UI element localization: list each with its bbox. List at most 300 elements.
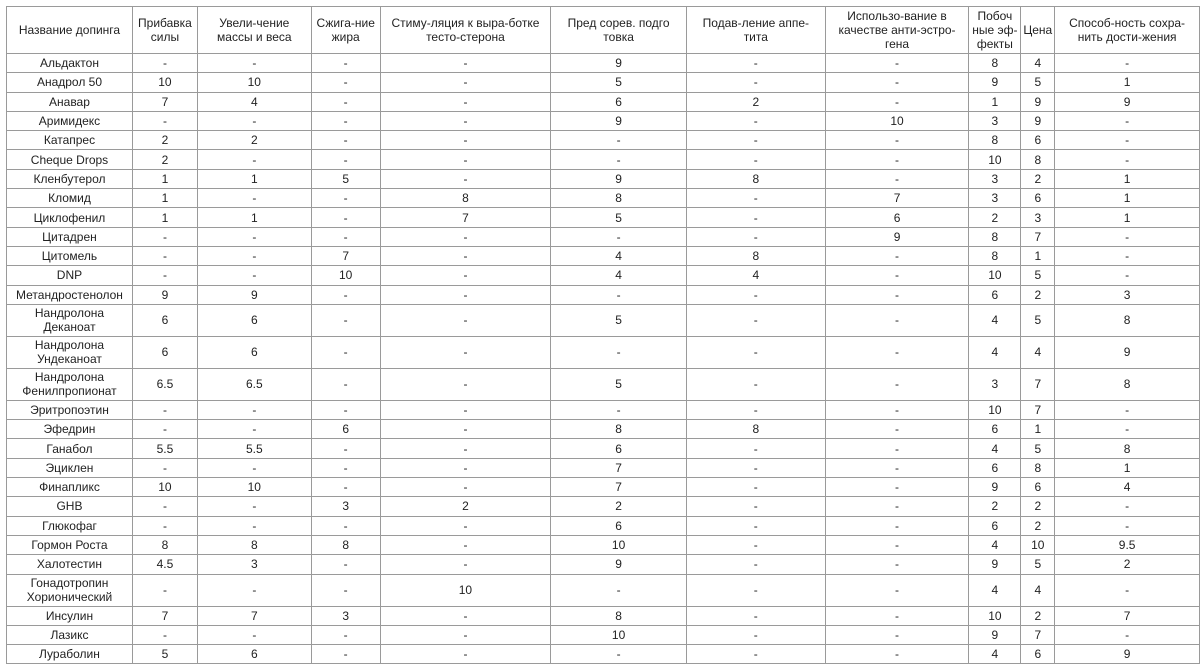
- drug-name-cell: Катапрес: [7, 131, 133, 150]
- table-cell: -: [825, 516, 969, 535]
- table-cell: 9: [551, 111, 687, 130]
- table-cell: -: [380, 478, 551, 497]
- drug-name-cell: Финапликс: [7, 478, 133, 497]
- table-cell: 7: [1021, 227, 1055, 246]
- table-cell: -: [311, 150, 380, 169]
- table-cell: 3: [969, 111, 1021, 130]
- table-cell: -: [380, 625, 551, 644]
- table-cell: -: [686, 208, 825, 227]
- table-cell: -: [825, 304, 969, 336]
- table-cell: 6: [197, 645, 311, 664]
- drug-name-cell: Цитадрен: [7, 227, 133, 246]
- table-cell: 8: [1021, 458, 1055, 477]
- table-cell: 7: [1021, 625, 1055, 644]
- table-cell: -: [311, 574, 380, 606]
- table-cell: -: [311, 625, 380, 644]
- table-cell: 2: [197, 131, 311, 150]
- table-cell: 10: [551, 625, 687, 644]
- table-cell: -: [686, 439, 825, 458]
- table-row: [7, 92, 1200, 111]
- table-cell: -: [1055, 246, 1200, 265]
- table-cell: 10: [197, 73, 311, 92]
- table-cell: 4: [551, 266, 687, 285]
- table-cell: 4: [1021, 574, 1055, 606]
- table-cell: 6: [197, 336, 311, 368]
- table-cell: -: [686, 574, 825, 606]
- drug-name-cell: Лураболин: [7, 645, 133, 664]
- table-cell: -: [686, 535, 825, 554]
- table-cell: -: [311, 439, 380, 458]
- table-cell: 8: [551, 189, 687, 208]
- table-cell: 1: [1021, 420, 1055, 439]
- table-cell: -: [686, 111, 825, 130]
- table-cell: 9: [551, 54, 687, 73]
- table-cell: -: [197, 111, 311, 130]
- table-cell: -: [380, 336, 551, 368]
- table-cell: -: [311, 555, 380, 574]
- table-cell: 7: [311, 246, 380, 265]
- table-cell: 2: [551, 497, 687, 516]
- table-cell: 2: [1055, 555, 1200, 574]
- table-row: [7, 478, 1200, 497]
- column-header: Стиму-ляция к выра-ботке тесто-стерона: [380, 7, 551, 54]
- column-header: Сжига-ние жира: [311, 7, 380, 54]
- table-cell: -: [825, 336, 969, 368]
- table-row: [7, 131, 1200, 150]
- table-cell: 6: [1021, 478, 1055, 497]
- table-cell: -: [825, 368, 969, 400]
- table-cell: 1: [1055, 169, 1200, 188]
- table-cell: -: [825, 555, 969, 574]
- table-cell: 7: [197, 606, 311, 625]
- table-cell: -: [132, 420, 197, 439]
- table-cell: -: [825, 439, 969, 458]
- table-cell: -: [380, 73, 551, 92]
- table-cell: 6: [969, 516, 1021, 535]
- table-cell: -: [380, 169, 551, 188]
- table-cell: -: [825, 73, 969, 92]
- table-row: [7, 439, 1200, 458]
- table-row: [7, 420, 1200, 439]
- table-cell: -: [825, 574, 969, 606]
- column-header: Пред сорев. подго товка: [551, 7, 687, 54]
- table-cell: 4: [969, 535, 1021, 554]
- table-body: [7, 54, 1200, 664]
- table-cell: -: [686, 227, 825, 246]
- table-cell: 5: [551, 73, 687, 92]
- table-cell: -: [825, 478, 969, 497]
- table-cell: -: [686, 368, 825, 400]
- table-cell: -: [132, 54, 197, 73]
- table-cell: 9: [551, 169, 687, 188]
- table-cell: 9: [1055, 92, 1200, 111]
- table-cell: 10: [969, 606, 1021, 625]
- drug-name-cell: Эритропоэтин: [7, 400, 133, 419]
- table-cell: 10: [380, 574, 551, 606]
- table-cell: 4: [551, 246, 687, 265]
- table-cell: -: [197, 150, 311, 169]
- drug-name-cell: Кленбутерол: [7, 169, 133, 188]
- column-header: Цена: [1021, 7, 1055, 54]
- table-cell: 8: [1055, 304, 1200, 336]
- table-cell: -: [1055, 131, 1200, 150]
- drug-name-cell: Анадрол 50: [7, 73, 133, 92]
- table-cell: 4: [969, 336, 1021, 368]
- table-cell: -: [1055, 625, 1200, 644]
- table-cell: -: [686, 336, 825, 368]
- table-cell: 1: [132, 169, 197, 188]
- table-cell: 5: [1021, 73, 1055, 92]
- table-cell: -: [825, 246, 969, 265]
- table-cell: 4: [1055, 478, 1200, 497]
- table-cell: 6: [311, 420, 380, 439]
- table-row: [7, 574, 1200, 606]
- drug-name-cell: Лазикс: [7, 625, 133, 644]
- table-cell: 7: [1021, 368, 1055, 400]
- column-header: Подав-ление аппе- тита: [686, 7, 825, 54]
- drug-name-cell: Ганабол: [7, 439, 133, 458]
- table-cell: 4: [686, 266, 825, 285]
- table-row: [7, 266, 1200, 285]
- table-cell: 6.5: [197, 368, 311, 400]
- drug-name-cell: Инсулин: [7, 606, 133, 625]
- table-cell: 6: [1021, 645, 1055, 664]
- table-cell: -: [825, 645, 969, 664]
- table-row: [7, 625, 1200, 644]
- table-cell: -: [551, 400, 687, 419]
- table-cell: -: [825, 497, 969, 516]
- drug-name-cell: Альдактон: [7, 54, 133, 73]
- column-header: Использо-вание в качестве анти-эстро-гена: [825, 7, 969, 54]
- table-cell: 9: [969, 555, 1021, 574]
- table-cell: -: [380, 131, 551, 150]
- table-cell: 4: [969, 645, 1021, 664]
- table-cell: -: [380, 535, 551, 554]
- table-cell: 8: [380, 189, 551, 208]
- table-cell: -: [197, 458, 311, 477]
- table-cell: -: [825, 625, 969, 644]
- table-cell: -: [132, 227, 197, 246]
- table-cell: -: [197, 516, 311, 535]
- table-cell: 5: [1021, 266, 1055, 285]
- table-cell: 7: [825, 189, 969, 208]
- table-cell: 4.5: [132, 555, 197, 574]
- table-cell: 9: [969, 478, 1021, 497]
- table-cell: 8: [197, 535, 311, 554]
- table-cell: -: [197, 189, 311, 208]
- drug-name-cell: Метандростенолон: [7, 285, 133, 304]
- table-cell: -: [197, 227, 311, 246]
- table-cell: 3: [969, 169, 1021, 188]
- table-cell: 8: [1021, 150, 1055, 169]
- drug-name-cell: Эциклен: [7, 458, 133, 477]
- table-cell: 1: [132, 208, 197, 227]
- table-cell: 5: [551, 304, 687, 336]
- table-cell: 6: [1021, 131, 1055, 150]
- table-cell: -: [132, 458, 197, 477]
- table-cell: 3: [197, 555, 311, 574]
- table-cell: 6: [1021, 189, 1055, 208]
- table-cell: 2: [1021, 606, 1055, 625]
- table-cell: -: [380, 150, 551, 169]
- table-row: [7, 555, 1200, 574]
- table-row: [7, 606, 1200, 625]
- table-cell: -: [380, 555, 551, 574]
- column-header: Увели-чение массы и веса: [197, 7, 311, 54]
- table-cell: 10: [132, 73, 197, 92]
- table-cell: -: [686, 645, 825, 664]
- table-cell: 6.5: [132, 368, 197, 400]
- table-cell: -: [380, 368, 551, 400]
- table-cell: -: [311, 227, 380, 246]
- table-cell: 8: [1055, 368, 1200, 400]
- table-cell: -: [380, 54, 551, 73]
- table-cell: 7: [132, 92, 197, 111]
- table-cell: -: [132, 400, 197, 419]
- table-cell: 2: [1021, 169, 1055, 188]
- table-cell: 4: [1021, 54, 1055, 73]
- table-cell: 2: [1021, 497, 1055, 516]
- table-cell: 3: [1021, 208, 1055, 227]
- table-cell: -: [311, 189, 380, 208]
- table-cell: -: [551, 131, 687, 150]
- drug-name-cell: Кломид: [7, 189, 133, 208]
- table-cell: -: [311, 368, 380, 400]
- table-cell: 9: [1055, 336, 1200, 368]
- table-cell: -: [825, 535, 969, 554]
- table-cell: -: [825, 285, 969, 304]
- table-row: [7, 189, 1200, 208]
- table-cell: 4: [969, 439, 1021, 458]
- drug-name-cell: Глюкофаг: [7, 516, 133, 535]
- table-cell: -: [551, 645, 687, 664]
- table-cell: 6: [551, 516, 687, 535]
- table-cell: 5: [551, 368, 687, 400]
- table-cell: -: [311, 111, 380, 130]
- table-cell: 1: [197, 208, 311, 227]
- table-row: [7, 54, 1200, 73]
- table-cell: -: [132, 246, 197, 265]
- table-cell: -: [311, 400, 380, 419]
- drug-name-cell: Нандролона Ундеканоат: [7, 336, 133, 368]
- table-cell: 8: [132, 535, 197, 554]
- table-cell: -: [686, 458, 825, 477]
- table-cell: 9: [197, 285, 311, 304]
- table-row: [7, 645, 1200, 664]
- table-cell: 8: [686, 246, 825, 265]
- table-cell: 4: [1021, 336, 1055, 368]
- table-cell: -: [551, 336, 687, 368]
- table-cell: -: [132, 111, 197, 130]
- table-cell: 1: [969, 92, 1021, 111]
- table-cell: -: [1055, 266, 1200, 285]
- table-cell: 6: [969, 285, 1021, 304]
- table-cell: 8: [551, 420, 687, 439]
- table-cell: 6: [969, 458, 1021, 477]
- table-cell: 5: [551, 208, 687, 227]
- table-cell: 2: [132, 150, 197, 169]
- table-cell: -: [311, 645, 380, 664]
- table-cell: 5.5: [132, 439, 197, 458]
- table-cell: 2: [1021, 285, 1055, 304]
- table-cell: -: [380, 645, 551, 664]
- table-cell: -: [686, 131, 825, 150]
- table-cell: -: [380, 246, 551, 265]
- table-cell: 3: [969, 189, 1021, 208]
- table-cell: 9: [1021, 92, 1055, 111]
- table-cell: 6: [197, 304, 311, 336]
- table-cell: -: [686, 54, 825, 73]
- table-cell: -: [132, 266, 197, 285]
- table-cell: 10: [969, 266, 1021, 285]
- table-cell: 5: [1021, 555, 1055, 574]
- drug-name-cell: GHB: [7, 497, 133, 516]
- table-cell: 6: [551, 92, 687, 111]
- table-cell: 1: [1021, 246, 1055, 265]
- table-cell: 1: [132, 189, 197, 208]
- drug-name-cell: Гормон Роста: [7, 535, 133, 554]
- table-cell: 10: [825, 111, 969, 130]
- drug-name-cell: Аримидекс: [7, 111, 133, 130]
- table-cell: 10: [551, 535, 687, 554]
- table-cell: -: [197, 246, 311, 265]
- table-cell: -: [686, 73, 825, 92]
- table-cell: -: [311, 208, 380, 227]
- table-row: [7, 111, 1200, 130]
- table-cell: 7: [1055, 606, 1200, 625]
- table-cell: 8: [311, 535, 380, 554]
- table-cell: 3: [311, 606, 380, 625]
- table-cell: -: [825, 606, 969, 625]
- table-cell: 9: [551, 555, 687, 574]
- table-cell: 7: [132, 606, 197, 625]
- table-cell: 5.5: [197, 439, 311, 458]
- table-cell: 10: [1021, 535, 1055, 554]
- table-cell: 2: [132, 131, 197, 150]
- table-cell: -: [132, 574, 197, 606]
- table-cell: -: [825, 169, 969, 188]
- table-row: [7, 336, 1200, 368]
- table-cell: 10: [969, 150, 1021, 169]
- drug-name-cell: Циклофенил: [7, 208, 133, 227]
- drug-name-cell: Нандролона Деканоат: [7, 304, 133, 336]
- table-cell: 1: [1055, 73, 1200, 92]
- table-cell: -: [380, 420, 551, 439]
- drug-name-cell: Цитомель: [7, 246, 133, 265]
- table-row: [7, 400, 1200, 419]
- table-cell: -: [380, 227, 551, 246]
- table-cell: -: [825, 150, 969, 169]
- table-cell: 8: [686, 169, 825, 188]
- drug-name-cell: DNP: [7, 266, 133, 285]
- table-cell: 9: [1021, 111, 1055, 130]
- table-cell: -: [380, 111, 551, 130]
- table-cell: 7: [551, 458, 687, 477]
- table-cell: 9: [969, 625, 1021, 644]
- table-cell: 1: [1055, 458, 1200, 477]
- table-cell: -: [380, 92, 551, 111]
- drug-name-cell: Cheque Drops: [7, 150, 133, 169]
- table-cell: 7: [1021, 400, 1055, 419]
- table-cell: -: [380, 285, 551, 304]
- table-cell: 5: [311, 169, 380, 188]
- table-cell: 9.5: [1055, 535, 1200, 554]
- table-cell: 2: [969, 497, 1021, 516]
- table-row: [7, 150, 1200, 169]
- table-cell: 7: [380, 208, 551, 227]
- table-cell: 4: [197, 92, 311, 111]
- table-cell: 4: [969, 304, 1021, 336]
- table-cell: 8: [686, 420, 825, 439]
- column-header: Название допинга: [7, 7, 133, 54]
- table-cell: -: [380, 516, 551, 535]
- table-cell: 8: [969, 54, 1021, 73]
- table-cell: -: [380, 439, 551, 458]
- table-cell: 6: [825, 208, 969, 227]
- table-cell: 6: [551, 439, 687, 458]
- table-row: [7, 368, 1200, 400]
- table-cell: -: [380, 266, 551, 285]
- table-cell: -: [825, 266, 969, 285]
- table-cell: 8: [969, 227, 1021, 246]
- table-cell: -: [132, 516, 197, 535]
- table-cell: 5: [1021, 439, 1055, 458]
- table-cell: 6: [969, 420, 1021, 439]
- table-cell: -: [686, 400, 825, 419]
- table-cell: 9: [969, 73, 1021, 92]
- table-cell: -: [1055, 111, 1200, 130]
- table-cell: -: [132, 625, 197, 644]
- table-cell: -: [551, 285, 687, 304]
- table-cell: 10: [969, 400, 1021, 419]
- table-cell: -: [686, 497, 825, 516]
- table-cell: -: [311, 458, 380, 477]
- table-cell: -: [132, 497, 197, 516]
- table-cell: -: [311, 336, 380, 368]
- table-cell: 2: [969, 208, 1021, 227]
- table-row: [7, 169, 1200, 188]
- table-cell: -: [197, 400, 311, 419]
- table-cell: -: [311, 54, 380, 73]
- table-cell: 10: [132, 478, 197, 497]
- table-cell: -: [380, 458, 551, 477]
- table-cell: -: [197, 497, 311, 516]
- table-cell: 8: [969, 131, 1021, 150]
- table-cell: -: [311, 478, 380, 497]
- table-cell: -: [825, 92, 969, 111]
- table-header-row: [7, 7, 1200, 54]
- table-cell: -: [1055, 497, 1200, 516]
- table-cell: -: [197, 420, 311, 439]
- table-cell: 2: [686, 92, 825, 111]
- table-cell: -: [1055, 574, 1200, 606]
- table-cell: -: [197, 574, 311, 606]
- table-row: [7, 227, 1200, 246]
- table-cell: 10: [197, 478, 311, 497]
- table-cell: 4: [969, 574, 1021, 606]
- table-cell: -: [197, 54, 311, 73]
- table-cell: 1: [197, 169, 311, 188]
- table-cell: -: [686, 285, 825, 304]
- table-cell: 9: [132, 285, 197, 304]
- table-cell: -: [311, 73, 380, 92]
- column-header: Побоч ные эф-фекты: [969, 7, 1021, 54]
- table-cell: 9: [825, 227, 969, 246]
- drug-name-cell: Нандролона Фенилпропионат: [7, 368, 133, 400]
- table-cell: -: [311, 131, 380, 150]
- table-cell: -: [1055, 516, 1200, 535]
- table-cell: -: [551, 150, 687, 169]
